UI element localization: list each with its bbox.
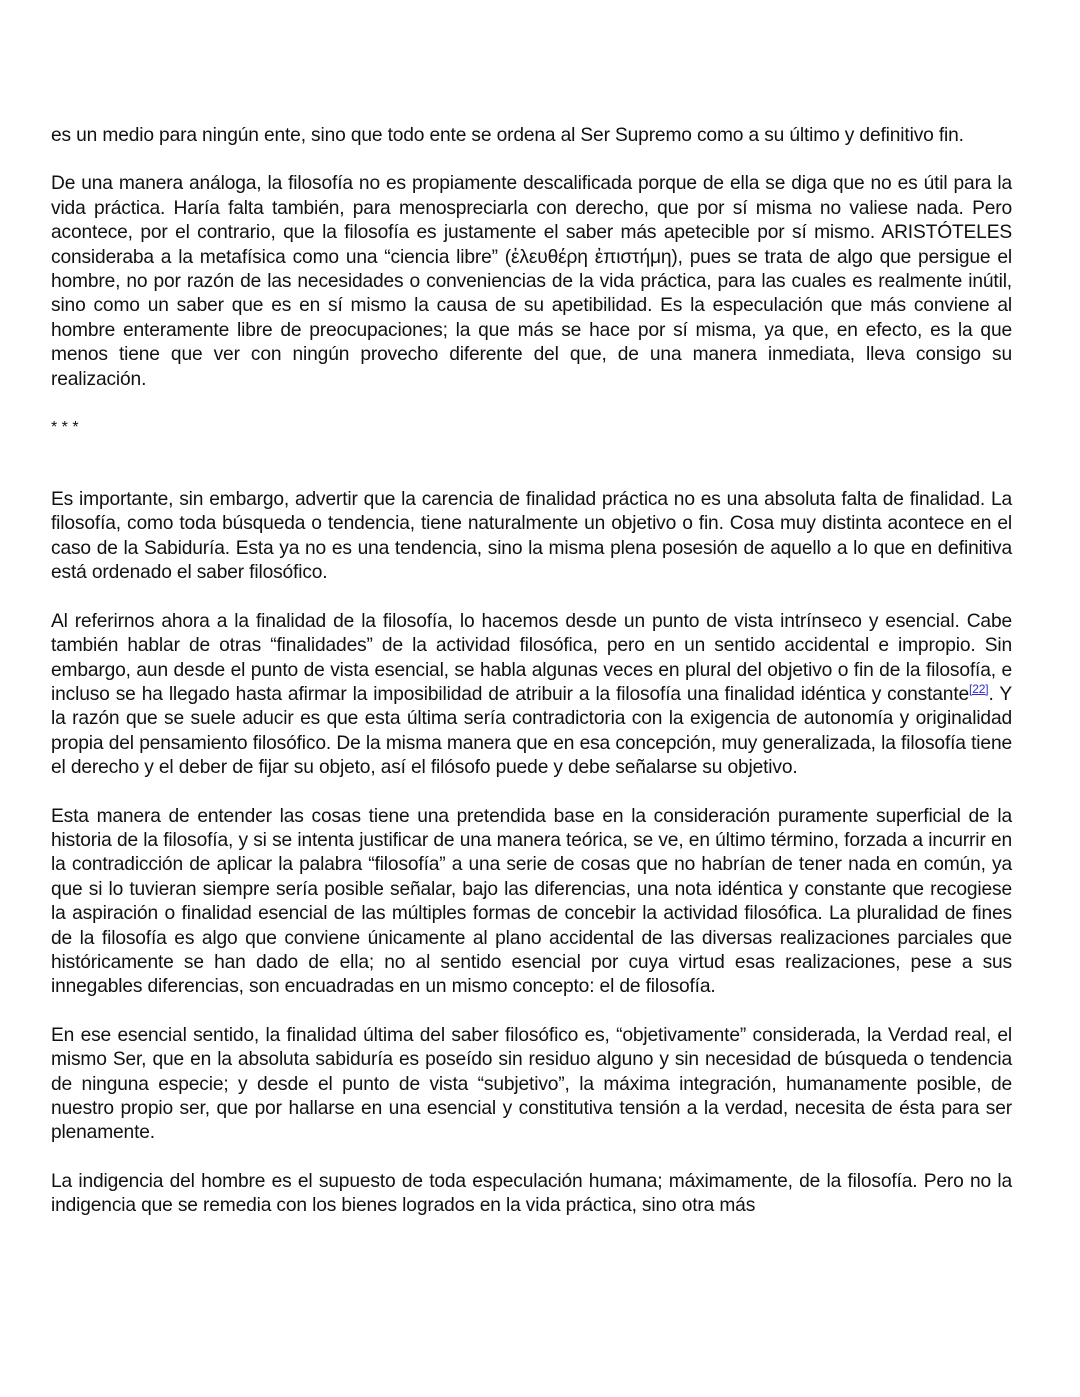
footnote-link-22[interactable]: [22] bbox=[969, 681, 989, 696]
paragraph-filosofia-analoga: De una manera análoga, la filosofía no es propiamente descalificada porque de ella se diga que no es útil para la vida práctica. Haría falta también, para menospreciarla con derecho, que por sí misma no valiese nada. Pero acontece, por el contrario, que la filosofía es justamente el saber más apetecible por sí mismo. ARISTÓTELES consideraba a la metafísica como una “ciencia libre” (ἐλευθέρη ἐπιστήμη), pues se trata de algo que persigue el hombre, no por razón de las necesidades o conveniencias de la vida práctica, para las cuales es realmente inútil, sino como un saber que es en sí mismo la causa de su apetibilidad. Es la especulación que más conviene al hombre enteramente libre de preocupaciones; la que más se hace por sí misma, ya que, en efecto, es la que menos tiene que ver con ningún provecho diferente del que, de una manera inmediata, lleva consigo su realización. bbox=[51, 173, 1012, 390]
paragraph-carencia-finalidad: Es importante, sin embargo, advertir que la carencia de finalidad práctica no es una absoluta falta de finalidad. La filosofía, como toda búsqueda o tendencia, tiene naturalmente un objetivo o fin. Cosa muy distinta acontece en el caso de la Sabiduría. Esta ya no es una tendencia, sino la misma plena posesión de aquello a lo que en definitiva está ordenado el saber filosófico. bbox=[51, 489, 1012, 584]
paragraph-indigencia: La indigencia del hombre es el supuesto de toda especulación humana; máximamente, de la filosofía. Pero no la indigencia que se remedia con los bienes logrados en la vida práctica, sino otra más bbox=[51, 1170, 1012, 1217]
paragraph-finalidad-filosofia bbox=[51, 610, 1012, 781]
section-separator: * * * bbox=[51, 419, 79, 437]
paragraph-manera-entender: Esta manera de entender las cosas tiene una pretendida base en la consideración puramente superficial de la historia de la filosofía, y si se intenta justificar de una manera teórica, se ve, en último término, forzada a incurrir en la contradicción de aplicar la palabra “filosofía” a una serie de cosas que no habrían de tener nada en común, ya que si lo tuvieran siempre sería posible señalar, bajo las diferencias, una nota idéntica y constante que recogiese la aspiración o finalidad esencial de las múltiples formas de concebir la actividad filosófica. La pluralidad de fines de la filosofía es algo que conviene únicamente al plano accidental de las diversas realizaciones parciales que históricamente se han dado de ella; no al sentido esencial por cuya virtud esas realizaciones, pese a sus innegables diferencias, son encuadradas en un mismo concepto: el de filosofía. bbox=[51, 805, 1012, 998]
document-page bbox=[51, 124, 1012, 1243]
paragraph-ser-supremo: es un medio para ningún ente, sino que todo ente se ordena al Ser Supremo como a su último y definitivo fin. bbox=[51, 125, 964, 146]
paragraph-text-after-footnote: . Y la razón que se suele aducir es que esta última sería contradictoria con la exigencia de autonomía y originalidad propia del pensamiento filosófico. De la misma manera que en esa concepción, muy generalizada, la filosofía tiene el derecho y el deber de fijar su objeto, así el filósofo puede y debe señalarse su objetivo. bbox=[51, 683, 1012, 779]
paragraph-esencial-sentido: En ese esencial sentido, la finalidad última del saber filosófico es, “objetivamente” considerada, la Verdad real, el mismo Ser, que en la absoluta sabiduría es poseído sin residuo alguno y sin necesidad de búsqueda o tendencia de ninguna especie; y desde el punto de vista “subjetivo”, la máxima integración, humanamente posible, de nuestro propio ser, que por hallarse en una esencial y constitutiva tensión a la verdad, necesita de ésta para ser plenamente. bbox=[51, 1024, 1012, 1144]
paragraph-text-before-footnote: Al referirnos ahora a la finalidad de la filosofía, lo hacemos desde un punto de vista intrínseco y esencial. Cabe también hablar de otras “finalidades” de la actividad filosófica, pero en un sentido accidental e impropio. Sin embargo, aun desde el punto de vista esencial, se habla algunas veces en plural del objetivo o fin de la filosofía, e incluso se ha llegado hasta afirmar la imposibilidad de atribuir a la filosofía una finalidad idéntica y constante bbox=[51, 610, 1012, 705]
